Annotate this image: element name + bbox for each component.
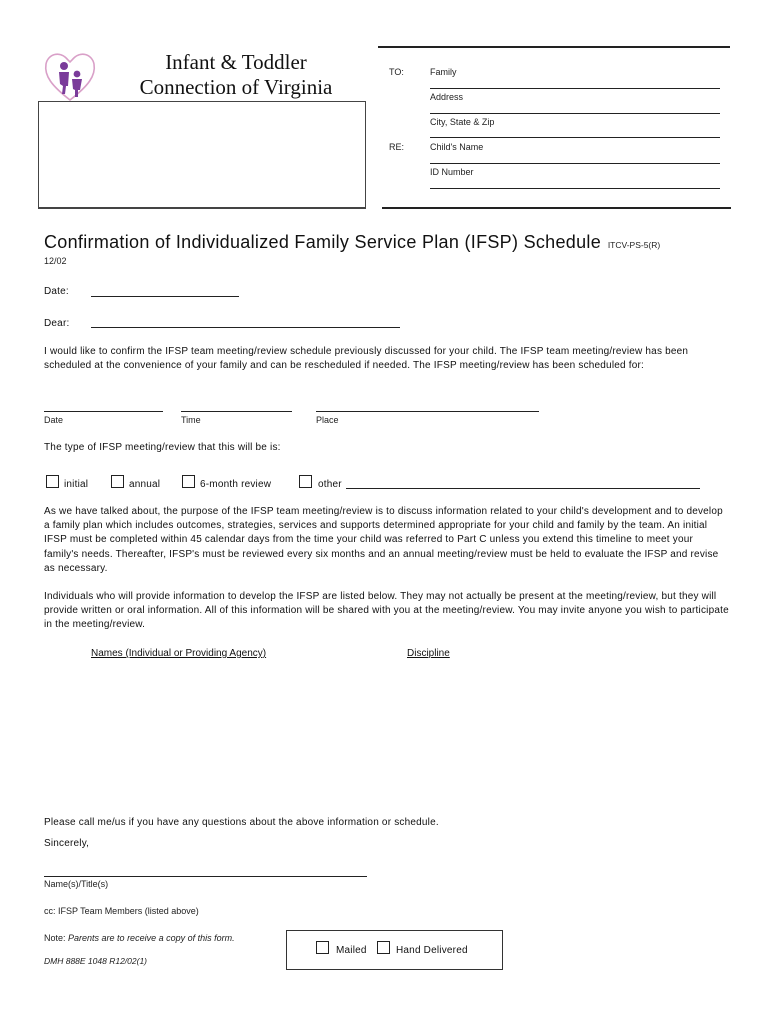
hand-delivered-checkbox[interactable]	[377, 941, 390, 954]
other-label: other	[318, 479, 342, 490]
annual-checkbox[interactable]	[111, 475, 124, 488]
form-date: 12/02	[44, 256, 67, 266]
hand-delivered-label: Hand Delivered	[396, 945, 468, 956]
address-window-box[interactable]	[38, 101, 366, 209]
org-name-line1: Infant & Toddler	[165, 50, 307, 74]
participants-paragraph: Individuals who will provide information to develop the IFSP are listed below. They may not actually be present at the meeting/review, but they will provide written or oral information. All of this information will be shared with you at the meeting/review. You may invite anyone you wish to participate in the meeting/review.	[44, 591, 729, 631]
initial-label: initial	[64, 479, 89, 490]
dear-label: Dear:	[44, 318, 70, 329]
dear-input-line[interactable]	[91, 327, 400, 328]
note-label: Note:	[44, 933, 66, 943]
dmh-form-number: DMH 888E 1048 R12/02(1)	[44, 956, 148, 966]
discipline-column-header: Discipline	[407, 648, 450, 659]
six-month-review-checkbox[interactable]	[182, 475, 195, 488]
purpose-paragraph: As we have talked about, the purpose of the IFSP team meeting/review is to discuss information related to your child's development and to develop a family plan which includes outcomes, strategies, services and supports determined appropriate for your child and family by the team. An initial IFSP must be completed within 45 calendar days from the time your child was referred to Part C unless you extend this timeline to meet your family's needs. Thereafter, IFSP's must be reviewed every six months and an annual meeting/review must be held to evaluate the IFSP and revise as necessary.	[44, 506, 723, 574]
annual-label: annual	[129, 479, 161, 490]
childs-name-field-label: Child's Name	[430, 142, 484, 152]
other-checkbox[interactable]	[299, 475, 312, 488]
schedule-time-line[interactable]	[181, 411, 292, 412]
logo	[42, 48, 98, 104]
re-label: RE:	[389, 142, 405, 152]
other-input-line[interactable]	[346, 488, 700, 489]
address-field-line[interactable]	[430, 113, 720, 114]
org-name-line2: Connection of Virginia	[139, 75, 333, 99]
schedule-date-label: Date	[44, 415, 64, 425]
note-text: Parents are to receive a copy of this form.	[68, 933, 235, 943]
to-label: TO:	[389, 67, 404, 77]
document-title-row	[44, 232, 744, 253]
family-field-label: Family	[430, 67, 457, 77]
signature-line[interactable]	[44, 876, 367, 877]
six-month-review-label: 6-month review	[200, 479, 272, 490]
address-field-label: Address	[430, 92, 464, 102]
note-line	[44, 933, 235, 943]
meeting-type-question: The type of IFSP meeting/review that this will be is:	[44, 442, 281, 453]
city-state-zip-field-line[interactable]	[430, 137, 720, 138]
org-name	[118, 50, 354, 100]
cc-line: cc: IFSP Team Members (listed above)	[44, 906, 199, 916]
header-top-rule	[378, 46, 730, 48]
initial-checkbox[interactable]	[46, 475, 59, 488]
date-input-line[interactable]	[91, 296, 239, 297]
header-bottom-rule	[382, 207, 731, 209]
heart-children-icon	[42, 48, 98, 104]
city-state-zip-field-label: City, State & Zip	[430, 117, 495, 127]
mailed-label: Mailed	[336, 945, 367, 956]
childs-name-field-line[interactable]	[430, 163, 720, 164]
schedule-date-line[interactable]	[44, 411, 163, 412]
schedule-place-line[interactable]	[316, 411, 539, 412]
intro-paragraph: I would like to confirm the IFSP team meeting/review schedule previously discussed for your child. The IFSP team meeting/review has been scheduled at the convenience of your family and can be rescheduled if needed. The IFSP meeting/review has been scheduled for:	[44, 346, 689, 372]
schedule-place-label: Place	[316, 415, 339, 425]
family-field-line[interactable]	[430, 88, 720, 89]
names-titles-label: Name(s)/Title(s)	[44, 879, 109, 889]
mailed-checkbox[interactable]	[316, 941, 329, 954]
id-number-field-label: ID Number	[430, 167, 474, 177]
id-number-field-line[interactable]	[430, 188, 720, 189]
closing-text: Please call me/us if you have any questions about the above information or schedule.	[44, 817, 439, 828]
form-code: ITCV-PS-5(R)	[607, 240, 661, 250]
document-title: Confirmation of Individualized Family Service Plan (IFSP) Schedule	[44, 232, 602, 252]
sincerely-text: Sincerely,	[44, 838, 90, 849]
schedule-time-label: Time	[181, 415, 201, 425]
names-column-header: Names (Individual or Providing Agency)	[91, 648, 267, 659]
date-label: Date:	[44, 286, 69, 297]
